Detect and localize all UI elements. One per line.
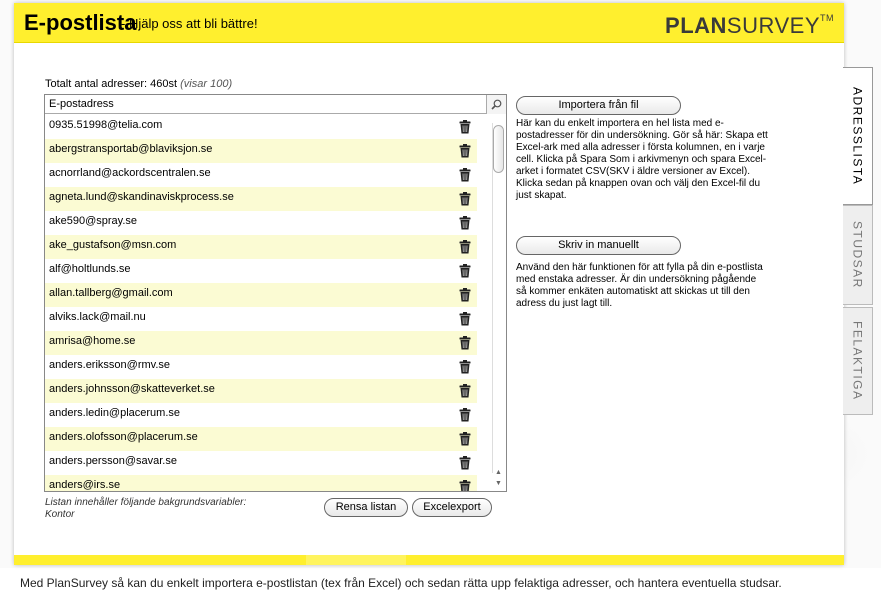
tab-adresslista-label: ADRESSLISTA: [850, 86, 865, 186]
email-row[interactable]: [45, 283, 477, 307]
address-count-text: Totalt antal adresser: 460st: [45, 78, 178, 90]
trash-icon[interactable]: [459, 216, 471, 230]
address-count-note: (visar 100): [180, 78, 233, 90]
background-variables: [45, 497, 246, 521]
email-address: anders@irs.se: [49, 479, 121, 491]
email-row[interactable]: [45, 307, 477, 331]
import-file-button[interactable]: Importera från fil: [516, 96, 681, 115]
clear-list-button[interactable]: Rensa listan: [324, 498, 408, 517]
trash-icon[interactable]: [459, 360, 471, 374]
trash-icon[interactable]: [459, 456, 471, 470]
email-address: agneta.lund@skandinaviskprocess.se: [49, 191, 234, 203]
email-address: ake590@spray.se: [49, 215, 138, 227]
page-caption: Med PlanSurvey så kan du enkelt importera e-postlistan (tex från Excel) och sedan rätta upp felaktiga adresser, och hantera eventuella studsar.: [20, 576, 782, 590]
address-count: [45, 78, 232, 90]
email-address: anders.persson@savar.se: [49, 455, 177, 467]
logo-bold-text: PLAN: [665, 13, 727, 38]
email-row[interactable]: [45, 451, 477, 475]
email-row[interactable]: [45, 331, 477, 355]
trash-icon[interactable]: [459, 408, 471, 422]
search-icon: [491, 99, 502, 110]
tab-studsar[interactable]: [843, 205, 873, 305]
email-column-header-label: E-postadress: [49, 98, 114, 110]
email-list: [44, 94, 507, 492]
logo-trademark: TM: [820, 13, 834, 23]
logo-light-text: SURVEY: [726, 13, 820, 38]
email-address: alf@holtlunds.se: [49, 263, 131, 275]
email-row[interactable]: [45, 235, 477, 259]
manual-description: Använd den här funktionen för att fylla på din e-postlista med enstaka adresser. Är din undersökning pågående så kommer enkäten automatiskt att skickas ut till den adress du just lagt till.: [516, 262, 763, 309]
page-subtitle: - Hjälp oss att bli bättre!: [121, 16, 258, 31]
scroll-up-arrow[interactable]: ▲: [495, 469, 502, 476]
email-address: anders.eriksson@rmv.se: [49, 359, 170, 371]
tab-felaktiga-label: FELAKTIGA: [850, 321, 865, 401]
email-rows: [45, 115, 477, 491]
trash-icon[interactable]: [459, 480, 471, 491]
trash-icon[interactable]: [459, 312, 471, 326]
trash-icon[interactable]: [459, 192, 471, 206]
email-address: abergstransportab@blaviksjon.se: [49, 143, 213, 155]
email-column-header: [45, 95, 506, 114]
trash-icon[interactable]: [459, 120, 471, 134]
trash-icon[interactable]: [459, 288, 471, 302]
email-row[interactable]: [45, 139, 477, 163]
background-variables-value: Kontor: [45, 509, 75, 520]
trash-icon[interactable]: [459, 264, 471, 278]
scroll-thumb[interactable]: [493, 125, 504, 173]
email-address: anders.johnsson@skatteverket.se: [49, 383, 215, 395]
email-address: ake_gustafson@msn.com: [49, 239, 177, 251]
email-row[interactable]: [45, 211, 477, 235]
tab-adresslista[interactable]: [843, 67, 873, 205]
email-row[interactable]: [45, 115, 477, 139]
footer-bar: [14, 555, 844, 565]
email-row[interactable]: [45, 355, 477, 379]
email-row[interactable]: [45, 475, 477, 491]
email-address: acnorrland@ackordscentralen.se: [49, 167, 211, 179]
email-row[interactable]: [45, 187, 477, 211]
excel-export-button[interactable]: Excelexport: [412, 498, 492, 517]
list-scrollbar[interactable]: [479, 115, 506, 491]
tab-felaktiga[interactable]: [843, 307, 873, 415]
email-row[interactable]: [45, 259, 477, 283]
email-row[interactable]: [45, 379, 477, 403]
background-variables-label: Listan innehåller följande bakgrundsvariabler:: [45, 497, 247, 508]
email-address: anders.olofsson@placerum.se: [49, 431, 198, 443]
trash-icon[interactable]: [459, 168, 471, 182]
import-description: Här kan du enkelt importera en hel lista med e-postadresser för din undersökning. Gör så här: Skapa ett Excel-ark med alla adresser i första kolumnen, en i varje cell. Klicka på Spara Som i arkivmenyn och spara Excel-arket i formatet CSV(SKV i äldre versioner av Excel). Klicka sedan på knappen ovan och välj den Excel-fil du just skapat.: [516, 118, 768, 201]
trash-icon[interactable]: [459, 240, 471, 254]
plansurvey-logo: [665, 13, 834, 39]
email-row[interactable]: [45, 163, 477, 187]
email-address: amrisa@home.se: [49, 335, 136, 347]
trash-icon[interactable]: [459, 384, 471, 398]
header-bar: [14, 3, 844, 43]
search-button[interactable]: [486, 95, 506, 114]
email-row[interactable]: [45, 427, 477, 451]
scroll-down-arrow[interactable]: ▼: [495, 480, 502, 487]
email-row[interactable]: [45, 403, 477, 427]
trash-icon[interactable]: [459, 336, 471, 350]
email-address: allan.tallberg@gmail.com: [49, 287, 173, 299]
main-panel: [14, 3, 844, 565]
manual-entry-button[interactable]: Skriv in manuellt: [516, 236, 681, 255]
email-address: anders.ledin@placerum.se: [49, 407, 181, 419]
trash-icon[interactable]: [459, 144, 471, 158]
page-title: E-postlista: [24, 10, 137, 35]
email-address: alviks.lack@mail.nu: [49, 311, 146, 323]
tab-studsar-label: STUDSAR: [850, 221, 865, 289]
scroll-track[interactable]: [492, 123, 504, 473]
trash-icon[interactable]: [459, 432, 471, 446]
email-address: 0935.51998@telia.com: [49, 119, 163, 131]
